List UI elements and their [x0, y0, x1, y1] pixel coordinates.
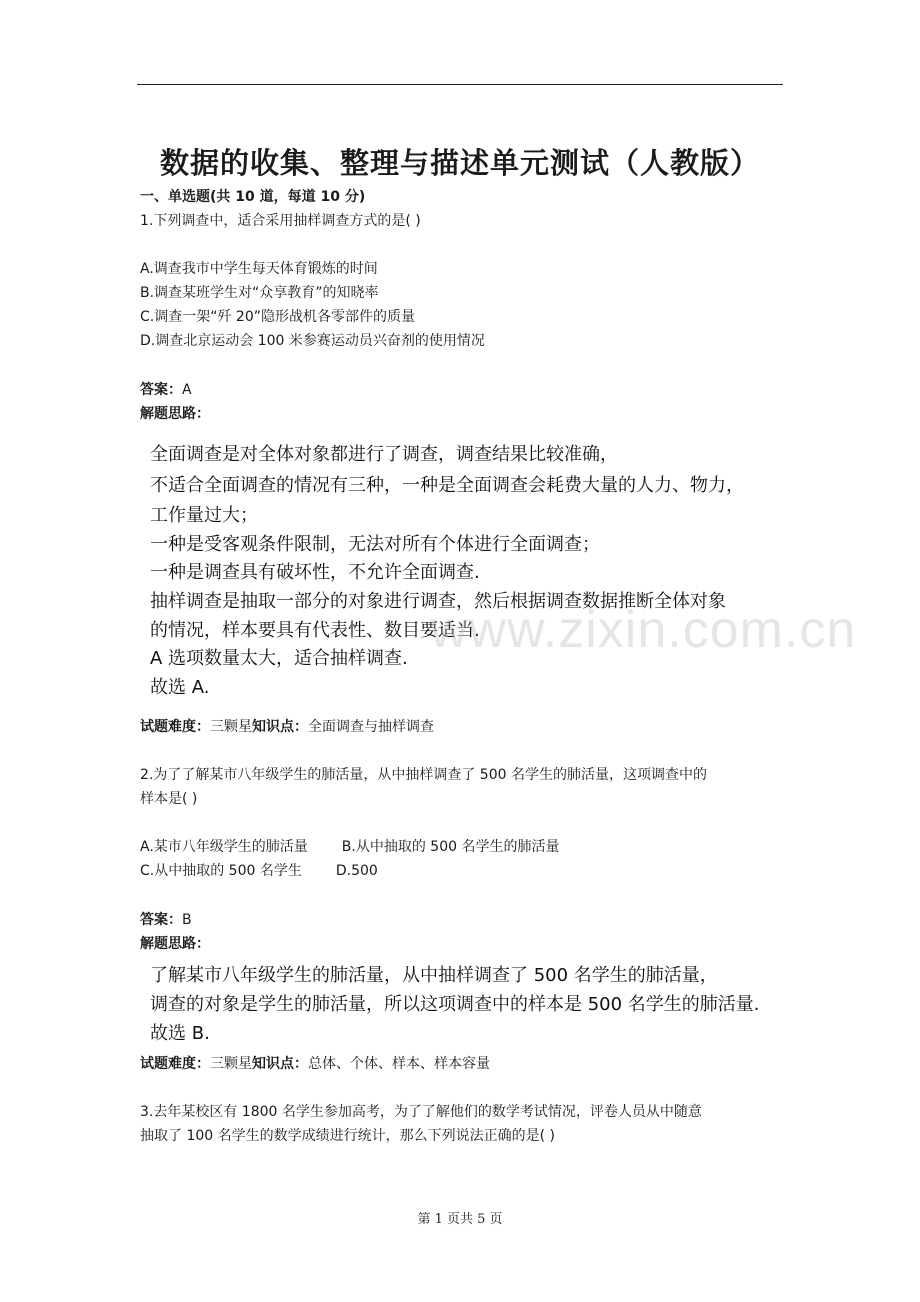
q2-answer — [140, 911, 192, 929]
header-rule — [137, 84, 783, 85]
page-footer: 第 1 页共 5 页 — [417, 1212, 503, 1227]
q1-explanation-line: 故选 A. — [150, 677, 210, 698]
q2-answer-value: B — [182, 912, 192, 928]
q2-explanation-line: 故选 B. — [150, 1023, 210, 1044]
q1-explanation-line: 全面调查是对全体对象都进行了调查，调查结果比较准确， — [150, 444, 618, 465]
q1-explanation-line: 抽样调查是抽取一部分的对象进行调查，然后根据调查数据推断全体对象 — [150, 591, 726, 612]
q1-knowledge-label: 知识点： — [252, 719, 308, 735]
q2-answer-label: 答案： — [140, 912, 182, 928]
q1-option-d: D.调查北京运动会 100 米参赛运动员兴奋剂的使用情况 — [140, 333, 485, 349]
section-header: 一、单选题(共 10 道，每道 10 分) — [140, 189, 366, 205]
q1-option-c: C.调查一架“歼 20”隐形战机各零部件的质量 — [140, 309, 415, 325]
q1-difficulty-label: 试题难度： — [140, 719, 210, 735]
q1-option-b: B.调查某班学生对“众享教育”的知晓率 — [140, 285, 379, 301]
q1-answer — [140, 381, 192, 399]
q1-explanation-line: 工作量过大； — [150, 505, 258, 526]
q1-explanation-line: 的情况，样本要具有代表性、数目要适当. — [150, 620, 480, 641]
q1-difficulty-value: 三颗星 — [210, 719, 252, 735]
page-title: 数据的收集、整理与描述单元测试（人教版） — [159, 146, 760, 180]
q1-knowledge-value: 全面调查与抽样调查 — [308, 719, 434, 735]
q2-explanation-label: 解题思路： — [140, 936, 210, 952]
q2-option-c: C.从中抽取的 500 名学生 — [140, 863, 302, 879]
q2-knowledge-value: 总体、个体、样本、样本容量 — [308, 1056, 490, 1072]
q1-meta — [140, 718, 434, 736]
q2-stem: 样本是( ) — [140, 791, 198, 807]
q1-explanation-label: 解题思路： — [140, 406, 210, 422]
q2-option-b: B.从中抽取的 500 名学生的肺活量 — [341, 839, 560, 855]
q2-option-a: A.某市八年级学生的肺活量 — [140, 839, 308, 855]
q3-stem: 3.去年某校区有 1800 名学生参加高考，为了了解他们的数学考试情况，评卷人员从中随意 — [140, 1104, 702, 1120]
q2-explanation-line: 了解某市八年级学生的肺活量，从中抽样调查了 500 名学生的肺活量， — [150, 965, 718, 986]
q2-meta — [140, 1055, 490, 1073]
q2-difficulty-label: 试题难度： — [140, 1056, 210, 1072]
q1-explanation-line: 一种是受客观条件限制，无法对所有个体进行全面调查； — [150, 534, 600, 555]
q1-explanation-line: A 选项数量太大，适合抽样调查. — [150, 648, 408, 669]
q1-answer-value: A — [182, 382, 192, 398]
q1-stem: 1.下列调查中，适合采用抽样调查方式的是( ) — [140, 213, 421, 229]
q3-stem: 抽取了 100 名学生的数学成绩进行统计，那么下列说法正确的是( ) — [140, 1128, 555, 1144]
q1-explanation-line: 一种是调查具有破坏性，不允许全面调查. — [150, 562, 480, 583]
q1-explanation-line: 不适合全面调查的情况有三种，一种是全面调查会耗费大量的人力、物力， — [150, 475, 744, 496]
q2-difficulty-value: 三颗星 — [210, 1056, 252, 1072]
q2-knowledge-label: 知识点： — [252, 1056, 308, 1072]
q2-option-d: D.500 — [335, 863, 378, 879]
q2-options-row-1 — [140, 838, 559, 856]
q2-stem: 2.为了了解某市八年级学生的肺活量，从中抽样调查了 500 名学生的肺活量，这项调查中的 — [140, 767, 707, 783]
watermark: www.zixin.com.cn — [430, 601, 857, 659]
q1-option-a: A.调查我市中学生每天体育锻炼的时间 — [140, 261, 378, 277]
q2-options-row-2 — [140, 862, 378, 880]
q1-answer-label: 答案： — [140, 382, 182, 398]
q2-explanation-line: 调查的对象是学生的肺活量，所以这项调查中的样本是 500 名学生的肺活量. — [150, 994, 760, 1015]
